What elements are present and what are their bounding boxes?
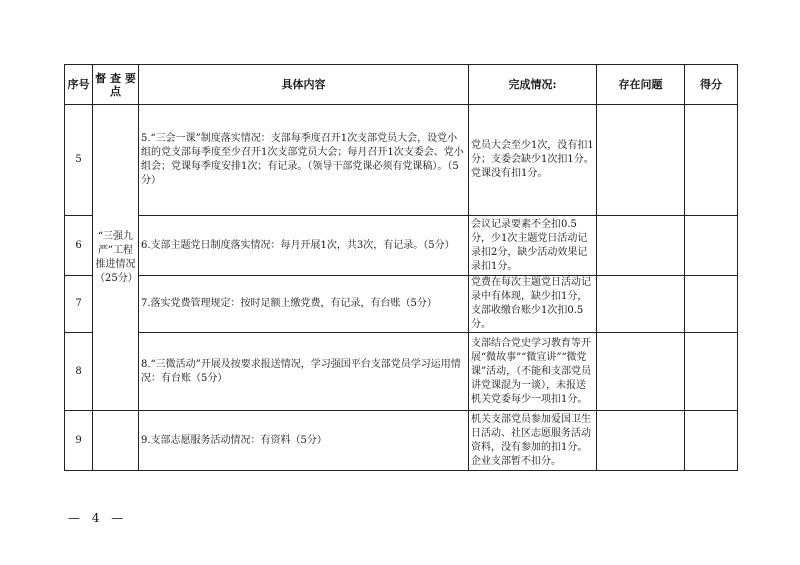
header-seq: 序号 <box>65 65 93 105</box>
header-content: 具体内容 <box>139 65 469 105</box>
row-content: 6.支部主题党日制度落实情况：每月开展1次，共3次，有记录。（5分） <box>139 216 469 276</box>
row-content: 5.“三会一课”制度落实情况：支部每季度召开1次支部党员大会，设党小组的党支部每季度至少召开1次支部党员大会；每月召开1次支委会、党小组会；党课每季度安排1次；有记录。（领导干部党课必须有党课稿）。（5分） <box>139 105 469 216</box>
table-row <box>65 105 738 216</box>
row-score <box>685 333 738 411</box>
row-score <box>685 105 738 216</box>
header-issues: 存在问题 <box>597 65 685 105</box>
header-point: 督 查 要 点 <box>93 65 139 105</box>
group-point-cell: “三强九严”工程推进情况（25分） <box>93 105 139 411</box>
table-header-row <box>65 65 738 105</box>
page-number: — 4 — <box>68 511 128 525</box>
row-issues <box>597 411 685 471</box>
row-content: 9.支部志愿服务活动情况：有资料（5分） <box>139 411 469 471</box>
row-status: 党员大会至少1次，没有扣1分；支委会缺少1次扣1分。党课没有扣1分。 <box>469 105 597 216</box>
table-row <box>65 333 738 411</box>
table-row <box>65 276 738 333</box>
row-issues <box>597 333 685 411</box>
row-score <box>685 276 738 333</box>
inspection-table <box>64 64 738 471</box>
row-number: 5 <box>65 105 93 216</box>
row-score <box>685 216 738 276</box>
header-score: 得分 <box>685 65 738 105</box>
row-status: 支部结合党史学习教育等开展“微故事”“微宣讲”“微党课”活动，（不能和支部党员讲党课混为一谈），未报送机关党委每少一项扣1分。 <box>469 333 597 411</box>
row-number: 6 <box>65 216 93 276</box>
row-status: 会议记录要素不全扣0.5分，少1次主题党日活动记录扣2分，缺少活动效果记录扣1分。 <box>469 216 597 276</box>
empty-point-cell <box>93 411 139 471</box>
row-number: 9 <box>65 411 93 471</box>
row-content: 8.“三微活动”开展及按要求报送情况，学习强国平台支部党员学习运用情况：有台账（5分） <box>139 333 469 411</box>
row-score <box>685 411 738 471</box>
row-issues <box>597 105 685 216</box>
row-issues <box>597 216 685 276</box>
row-number: 7 <box>65 276 93 333</box>
row-status: 机关支部党员参加爱国卫生日活动、社区志愿服务活动资料，没有参加的扣1分。企业支部暂不扣分。 <box>469 411 597 471</box>
row-number: 8 <box>65 333 93 411</box>
header-status: 完成情况: <box>469 65 597 105</box>
row-status: 党费在每次主题党日活动记录中有体现，缺少扣1分，支部收缴台账少1次扣0.5分。 <box>469 276 597 333</box>
table-row <box>65 216 738 276</box>
row-content: 7.落实党费管理规定：按时足额上缴党费，有记录，有台账（5分） <box>139 276 469 333</box>
row-issues <box>597 276 685 333</box>
table-row <box>65 411 738 471</box>
